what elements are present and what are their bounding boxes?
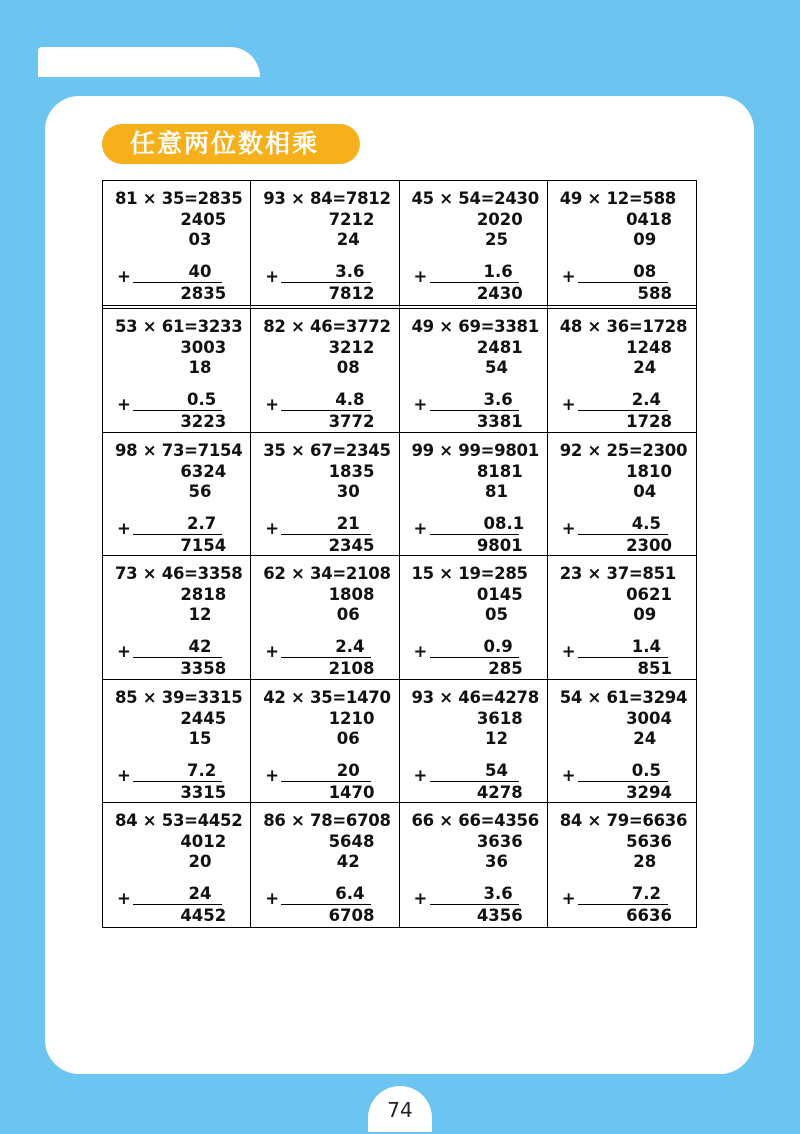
plus-sign: + [117,267,131,286]
sum-rule-line [578,410,668,411]
sum-result: 3381 [476,412,523,431]
sum-rule-line [281,282,370,283]
partial-product-2: 54 [485,358,508,377]
problem-equation: 93 × 46=4278 [411,687,539,707]
partial-product-1: 8181 [476,461,523,481]
partial-product-3: 3.6 [483,884,513,904]
section-title: 任意两位数相乘 [102,124,360,164]
partial-product-2: 06 [336,728,360,748]
problem-equation: 92 × 25=2300 [559,440,688,460]
partial-product-2: 08 [336,358,360,377]
plus-sign: + [265,518,280,538]
plus-sign: + [561,642,576,662]
sum-result: 3294 [626,782,672,802]
sum-result: 588 [637,284,672,303]
partial-product-3: 0.5 [631,760,661,780]
sum-result: 4356 [476,906,523,926]
sum-rule-line [133,657,222,658]
sum-result: 2108 [328,659,375,679]
problem-equation: 54 × 61=3294 [559,687,688,707]
plus-sign: + [413,642,428,662]
partial-product-2: 25 [485,230,508,249]
partial-product-2: 36 [485,852,508,872]
top-tab-decoration [38,47,260,77]
plus-sign: + [265,889,280,909]
partial-product-2: 18 [188,358,212,377]
partial-product-3: 6.4 [335,884,365,904]
sum-rule-line [430,657,519,658]
partial-product-1: 1210 [328,708,375,728]
partial-product-2: 20 [188,852,212,872]
problem-equation: 85 × 39=3315 [115,687,243,707]
partial-product-1: 3004 [626,708,672,728]
problem-cell [103,803,251,927]
problem-equation: 49 × 12=588 [559,189,676,208]
problem-cell [251,680,399,804]
problem-equation: 62 × 34=2108 [263,564,391,584]
plus-sign: + [117,518,131,538]
sum-result: 1728 [626,412,672,431]
sum-result: 285 [488,659,523,679]
partial-product-2: 30 [336,481,360,501]
partial-product-1: 7212 [328,210,375,229]
partial-product-3: 21 [336,513,360,533]
problem-equation: 42 × 35=1470 [263,687,391,707]
partial-product-2: 56 [188,481,212,501]
partial-product-2: 42 [336,852,360,872]
partial-product-2: 81 [485,481,508,501]
partial-product-3: 0.9 [483,637,513,657]
sum-result: 6708 [328,906,375,926]
partial-product-1: 2818 [180,585,227,605]
sum-result: 3772 [328,412,375,431]
partial-product-3: 20 [336,760,360,780]
problem-equation: 98 × 73=7154 [115,440,243,460]
sum-rule-line [578,282,668,283]
problem-equation: 45 × 54=2430 [411,189,539,208]
partial-product-1: 3212 [328,338,375,357]
problem-equation: 93 × 84=7812 [263,189,391,208]
plus-sign: + [117,765,131,785]
plus-sign: + [413,267,428,286]
sum-rule-line [133,534,222,535]
sum-rule-line [430,410,519,411]
plus-sign: + [561,267,576,286]
sum-rule-line [133,904,222,905]
plus-sign: + [117,889,131,909]
partial-product-3: 2.4 [631,390,661,409]
partial-product-1: 2020 [476,210,523,229]
problem-cell [548,309,696,433]
problem-equation: 84 × 53=4452 [115,811,243,831]
problem-equation: 84 × 79=6636 [559,811,688,831]
sum-rule-line [578,657,668,658]
partial-product-3: 4.5 [631,513,661,533]
sum-result: 9801 [476,535,523,555]
problem-equation: 48 × 36=1728 [559,317,688,336]
partial-product-3: 08 [633,262,657,281]
partial-product-1: 1810 [626,461,672,481]
partial-product-3: 7.2 [631,884,661,904]
problem-equation: 66 × 66=4356 [411,811,539,831]
sum-rule-line [281,410,370,411]
partial-product-3: 1.4 [631,637,661,657]
partial-product-1: 3003 [180,338,227,357]
partial-product-3: 40 [188,262,212,281]
problem-equation: 15 × 19=285 [411,564,528,584]
partial-product-3: 0.5 [187,390,217,409]
plus-sign: + [561,518,576,538]
plus-sign: + [413,765,428,785]
sum-rule-line [281,904,370,905]
sum-rule-line [430,904,519,905]
partial-product-1: 0145 [476,585,523,605]
plus-sign: + [265,267,280,286]
plus-sign: + [561,765,576,785]
sum-result: 4452 [180,906,227,926]
sum-result: 2430 [476,284,523,303]
sum-rule-line [430,781,519,782]
partial-product-2: 09 [633,605,657,625]
sum-result: 1470 [328,782,375,802]
problem-equation: 81 × 35=2835 [115,189,243,208]
problem-equation: 73 × 46=3358 [115,564,243,584]
partial-product-2: 15 [188,728,212,748]
plus-sign: + [265,642,280,662]
plus-sign: + [561,889,576,909]
sum-rule-line [133,410,222,411]
problem-cell [251,803,399,927]
problem-cell [103,680,251,804]
problem-cell [400,680,548,804]
partial-product-3: 2.4 [335,637,365,657]
sum-result: 6636 [626,906,672,926]
sum-result: 3223 [180,412,227,431]
plus-sign: + [561,395,576,414]
sum-result: 851 [637,659,672,679]
page-number: 74 [368,1086,432,1132]
partial-product-2: 06 [336,605,360,625]
sum-rule-line [133,781,222,782]
partial-product-2: 24 [633,358,657,377]
sum-result: 3315 [180,782,227,802]
problem-equation: 53 × 61=3233 [115,317,243,336]
partial-product-2: 24 [336,230,360,249]
partial-product-1: 0621 [626,585,672,605]
sum-rule-line [578,534,668,535]
partial-product-3: 1.6 [483,262,513,281]
sum-rule-line [430,534,519,535]
problem-equation: 99 × 99=9801 [411,440,539,460]
sum-rule-line [281,657,370,658]
partial-product-1: 0418 [626,210,672,229]
partial-product-2: 12 [485,728,508,748]
problem-cell [548,433,696,557]
sum-result: 4278 [476,782,523,802]
sum-rule-line [430,282,519,283]
partial-product-1: 3636 [476,832,523,852]
partial-product-1: 6324 [180,461,227,481]
partial-product-3: 3.6 [483,390,513,409]
partial-product-3: 7.2 [187,760,217,780]
problem-cell [103,433,251,557]
partial-product-1: 5636 [626,832,672,852]
partial-product-1: 2445 [180,708,227,728]
problem-cell [400,309,548,433]
plus-sign: + [265,765,280,785]
partial-product-2: 28 [633,852,657,872]
problem-equation: 23 × 37=851 [559,564,676,584]
partial-product-3: 08.1 [483,513,525,533]
partial-product-1: 5648 [328,832,375,852]
problem-cell [400,181,548,309]
problem-cell [400,803,548,927]
sum-result: 2300 [626,535,672,555]
problem-cell [400,556,548,680]
sum-result: 2835 [180,284,227,303]
partial-product-2: 04 [633,481,657,501]
sum-result: 7154 [180,535,227,555]
partial-product-1: 4012 [180,832,227,852]
partial-product-2: 09 [633,230,657,249]
sum-rule-line [281,781,370,782]
partial-product-3: 42 [188,637,212,657]
partial-product-3: 3.6 [335,262,365,281]
sum-result: 7812 [328,284,375,303]
problem-cell [548,181,696,309]
sum-rule-line [133,282,222,283]
problem-cell [103,556,251,680]
sum-rule-line [578,781,668,782]
sum-rule-line [281,534,370,535]
problem-cell [251,181,399,309]
plus-sign: + [117,642,131,662]
partial-product-3: 4.8 [335,390,365,409]
problem-equation: 49 × 69=3381 [411,317,539,336]
problem-equation: 35 × 67=2345 [263,440,391,460]
partial-product-1: 1808 [328,585,375,605]
partial-product-3: 2.7 [187,513,217,533]
problem-cell [548,680,696,804]
problem-grid [102,180,697,928]
partial-product-2: 24 [633,728,657,748]
partial-product-2: 03 [188,230,212,249]
problem-cell [251,309,399,433]
partial-product-2: 05 [485,605,508,625]
sum-result: 3358 [180,659,227,679]
problem-cell [103,181,251,309]
plus-sign: + [117,395,131,414]
plus-sign: + [413,518,428,538]
sum-result: 2345 [328,535,375,555]
partial-product-1: 1835 [328,461,375,481]
partial-product-3: 54 [485,760,508,780]
problem-cell [251,433,399,557]
problem-cell [251,556,399,680]
partial-product-1: 2405 [180,210,227,229]
partial-product-1: 1248 [626,338,672,357]
sum-rule-line [578,904,668,905]
problem-cell [548,803,696,927]
partial-product-2: 12 [188,605,212,625]
plus-sign: + [413,395,428,414]
problem-cell [548,556,696,680]
partial-product-1: 3618 [476,708,523,728]
plus-sign: + [265,395,280,414]
partial-product-3: 24 [188,884,212,904]
problem-cell [103,309,251,433]
problem-cell [400,433,548,557]
problem-equation: 86 × 78=6708 [263,811,391,831]
problem-equation: 82 × 46=3772 [263,317,391,336]
partial-product-1: 2481 [476,338,523,357]
plus-sign: + [413,889,428,909]
